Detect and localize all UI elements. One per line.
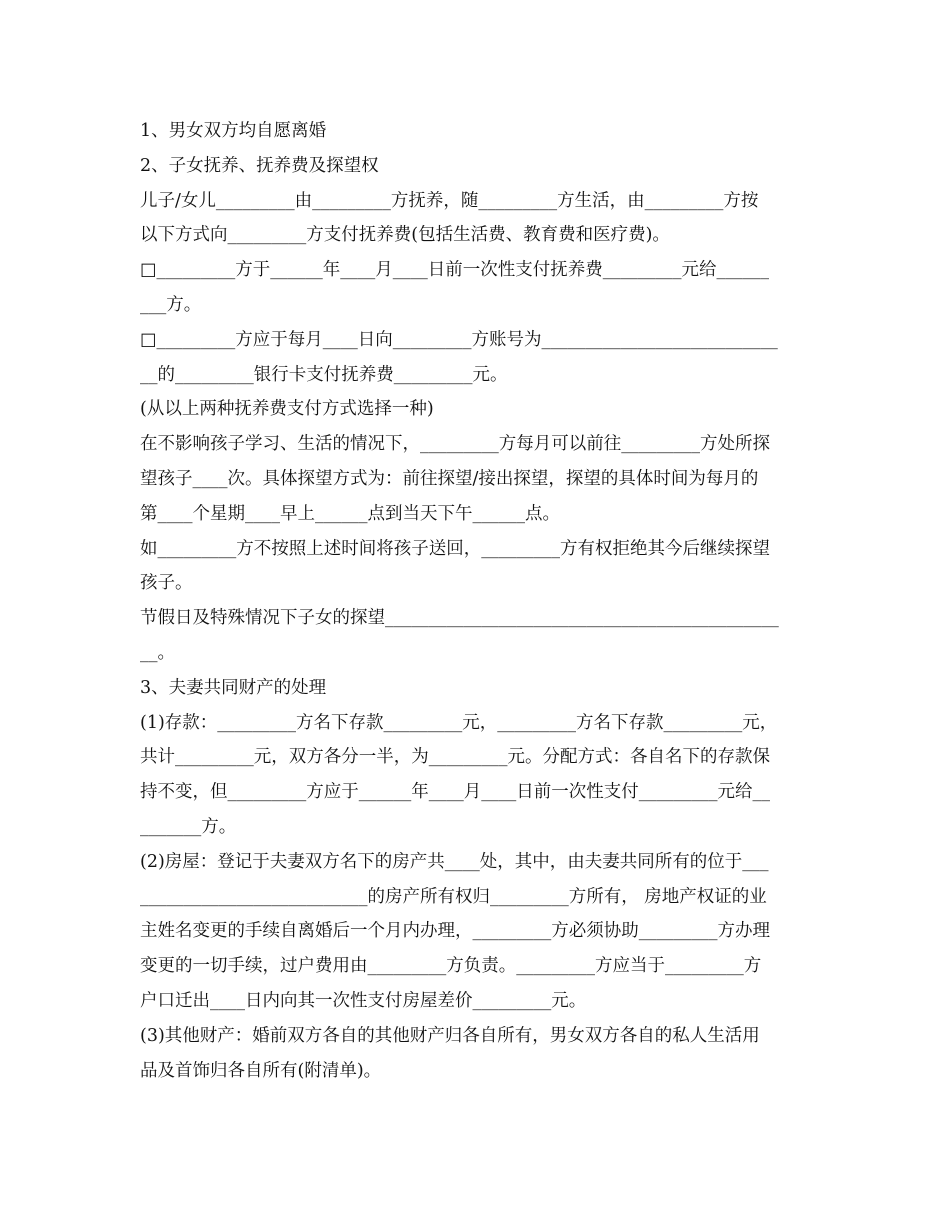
clause-1-heading: 1、男女双方均自愿离婚 [140,121,327,141]
housing-line: 变更的一切手续，过户费用由_________方负责。_________方应当于_________方 [140,956,762,977]
visitation-line: 望孩子____次。具体探望方式为：前往探望/接出探望，探望的具体时间为每月的 [140,468,759,489]
holiday-visitation-cont: __。 [140,642,175,663]
custody-line: 儿子/女儿_________由_________方抚养，随_________方生活，由_________方按 [140,190,759,211]
deposits-line: (1)存款：_________方名下存款_________元，_________方名下存款_________元， [140,712,778,733]
custody-line: 以下方式向_________方支付抚养费(包括生活费、教育费和医疗费)。 [140,225,670,246]
document-body [140,114,820,1088]
housing-line: 主姓名变更的手续自离婚后一个月内办理，_________方必须协助_________方办理 [140,921,770,942]
clause-3-heading: 3、夫妻共同财产的处理 [140,677,327,698]
housing-line: 户口迁出____日内向其一次性支付房屋差价_________元。 [140,990,587,1011]
lump-sum-option: □_________方于______年____月____日前一次性支付抚养费_________元给______ [140,260,770,281]
visitation-line: 第____个星期____早上______点到当天下午______点。 [140,503,560,524]
return-clause: 如_________方不按照上述时间将孩子送回，_________方有权拒绝其今后继续探望 [140,538,770,559]
monthly-option: □_________方应于每月____日向_________方账号为___________________________ [140,329,778,350]
deposits-line: _______方。 [140,816,237,837]
other-property-line: 品及首饰归各自所有(附清单)。 [140,1060,382,1081]
other-property-line: (3)其他财产：婚前双方各自的其他财产归各自所有，男女双方各自的私人生活用 [140,1025,760,1046]
lump-sum-option-cont: ___方。 [140,294,202,315]
return-clause-cont: 孩子。 [140,573,193,594]
housing-line: __________________________的房产所有权归_________方所有， 房地产权证的业 [140,886,767,907]
payment-choice-note: (从以上两种抚养费支付方式选择一种) [140,399,434,420]
holiday-visitation: 节假日及特殊情况下子女的探望_____________________________________________ [140,608,779,629]
housing-line: (2)房屋：登记于夫妻双方名下的房产共____处，其中，由夫妻共同所有的位于___ [140,851,769,872]
deposits-line: 共计_________元，双方各分一半，为_________元。分配方式：各自名下的存款保 [140,747,770,768]
clause-2-heading: 2、子女抚养、抚养费及探望权 [140,155,379,176]
monthly-option-cont: __的_________银行卡支付抚养费_________元。 [140,364,508,385]
deposits-line: 持不变，但_________方应于______年____月____日前一次性支付_________元给__ [140,782,770,803]
visitation-line: 在不影响孩子学习、生活的情况下，_________方每月可以前往_________方处所探 [140,434,770,455]
